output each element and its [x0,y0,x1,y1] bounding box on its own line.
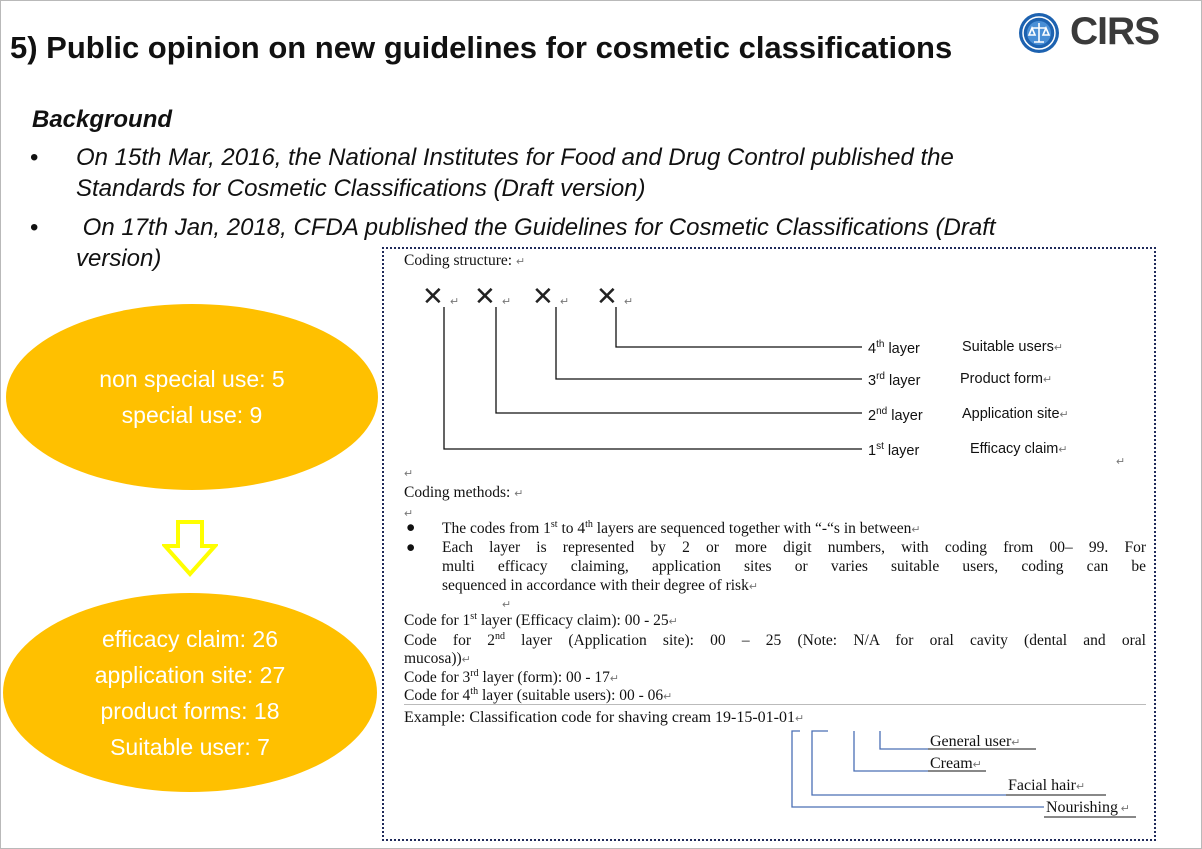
background-heading: Background [32,106,173,133]
layer-1-desc: Efficacy claim↵ [970,441,1068,457]
layer-4-label: 4th layer [868,339,920,357]
x-mark-1: ✕ [422,281,444,311]
coding-method-2-line-2: multi efficacy claiming, application sites or varies suitable users, coding can be [442,558,1146,575]
special-use-count: special use: 9 [121,402,263,428]
example-label-general-user: General user↵ [930,733,1021,750]
code-3rd-layer: Code for 3rd layer (form): 00 - 17↵ [404,668,620,687]
bullet-dot: • [30,144,39,171]
product-forms-count: product forms: 18 [100,697,280,724]
bullet-1-line-1: On 15th Mar, 2016, the National Institutes for Food and Drug Control published the [76,144,954,171]
example-label-nourishing: Nourishing ↵ [1046,799,1130,816]
x-mark-3: ✕ [532,281,554,311]
coding-method-2-line-3: sequenced in accordance with their degree of risk↵ [442,577,759,594]
efficacy-claim-count: efficacy claim: 26 [102,625,278,652]
code-1st-layer: Code for 1st layer (Efficacy claim): 00 - 25↵ [404,611,678,630]
layer-2-desc: Application site↵ [962,406,1069,422]
slide-title: 5) Public opinion on new guidelines for cosmetic classifications [10,30,953,65]
example-label-cream: Cream↵ [930,755,982,772]
example-code: Example: Classification code for shaving cream 19-15-01-01↵ [404,709,805,726]
code-2nd-layer: Code for 2nd layer (Application site): 00 – 25 (Note: N/A for oral cavity (dental and oral [404,631,1146,650]
coding-document-excerpt: Coding structure: ↵ ✕ ↵ ✕ ↵ ✕ ↵ ✕ ↵ 4th layer Suitable users↵ 3rd layer Product form↵ 2nd layer Application site↵ 1st layer Efficacy claim↵ ↵ ↵ Coding methods: ↵ ↵ ● The codes from 1st to 4th layers are sequenced together with “-“s in between↵ ● Each layer is represented by 2 or more digit numbers, with coding from 00– 99. For multi efficacy claiming, application sites or varies suitable users, coding can be sequenced in accordance with their degree of risk↵ ↵ Code for 1st layer (Efficacy claim): 00 - 25↵ Code for 2nd layer (Application site): 00 – 25 (Note: N/A for oral cavity (dental and oral mucosa))↵ Code for 3rd layer (form): 00 - 17↵ Code for 4th layer (suitable users): 00 - 06↵ Example: Classification code for shaving cream 19-15-01-01↵ General user↵ Cream↵ Facial hair↵ Nourishing ↵ [382,247,1156,841]
x-mark-4: ✕ [596,281,618,311]
coding-method-1: The codes from 1st to 4th layers are sequenced together with “-“s in between↵ [442,519,921,538]
method-bullet-dot-1: ● [406,519,416,536]
layer-counts-ellipse [3,593,377,792]
coding-methods-label: Coding methods: ↵ [404,484,524,501]
globe-seal-icon [1018,12,1060,54]
layer-4-desc: Suitable users↵ [962,339,1064,355]
layer-2-label: 2nd layer [868,406,923,424]
logo-brand-text: CIRS [1070,10,1160,53]
bullet-dot: • [30,214,39,241]
example-connectors [384,249,1154,839]
layer-1-label: 1st layer [868,441,920,459]
code-4th-layer: Code for 4th layer (suitable users): 00 - 06↵ [404,686,673,705]
special-use-summary-ellipse [6,304,378,490]
coding-method-2-line-1: Each layer is represented by 2 or more digit numbers, with coding from 00– 99. For [442,539,1146,556]
suitable-user-count: Suitable user: 7 [110,733,270,760]
code-2nd-layer-cont: mucosa))↵ [404,650,471,667]
example-label-facial-hair: Facial hair↵ [1008,777,1086,794]
bullet-2-line-2: version) [76,245,162,272]
down-arrow-icon [162,519,218,577]
x-mark-2: ✕ [474,281,496,311]
non-special-use-count: non special use: 5 [99,366,285,392]
layer-3-desc: Product form↵ [960,371,1053,387]
layer-3-label: 3rd layer [868,371,921,389]
bullet-1-line-2: Standards for Cosmetic Classifications (Draft version) [76,175,646,202]
coding-structure-label: Coding structure: ↵ [404,252,526,269]
cirs-logo [1013,10,1183,58]
application-site-count: application site: 27 [94,661,286,688]
method-bullet-dot-2: ● [406,539,416,556]
bullet-2-line-1: On 17th Jan, 2018, CFDA published the Guidelines for Cosmetic Classifications (Draft [76,214,996,241]
